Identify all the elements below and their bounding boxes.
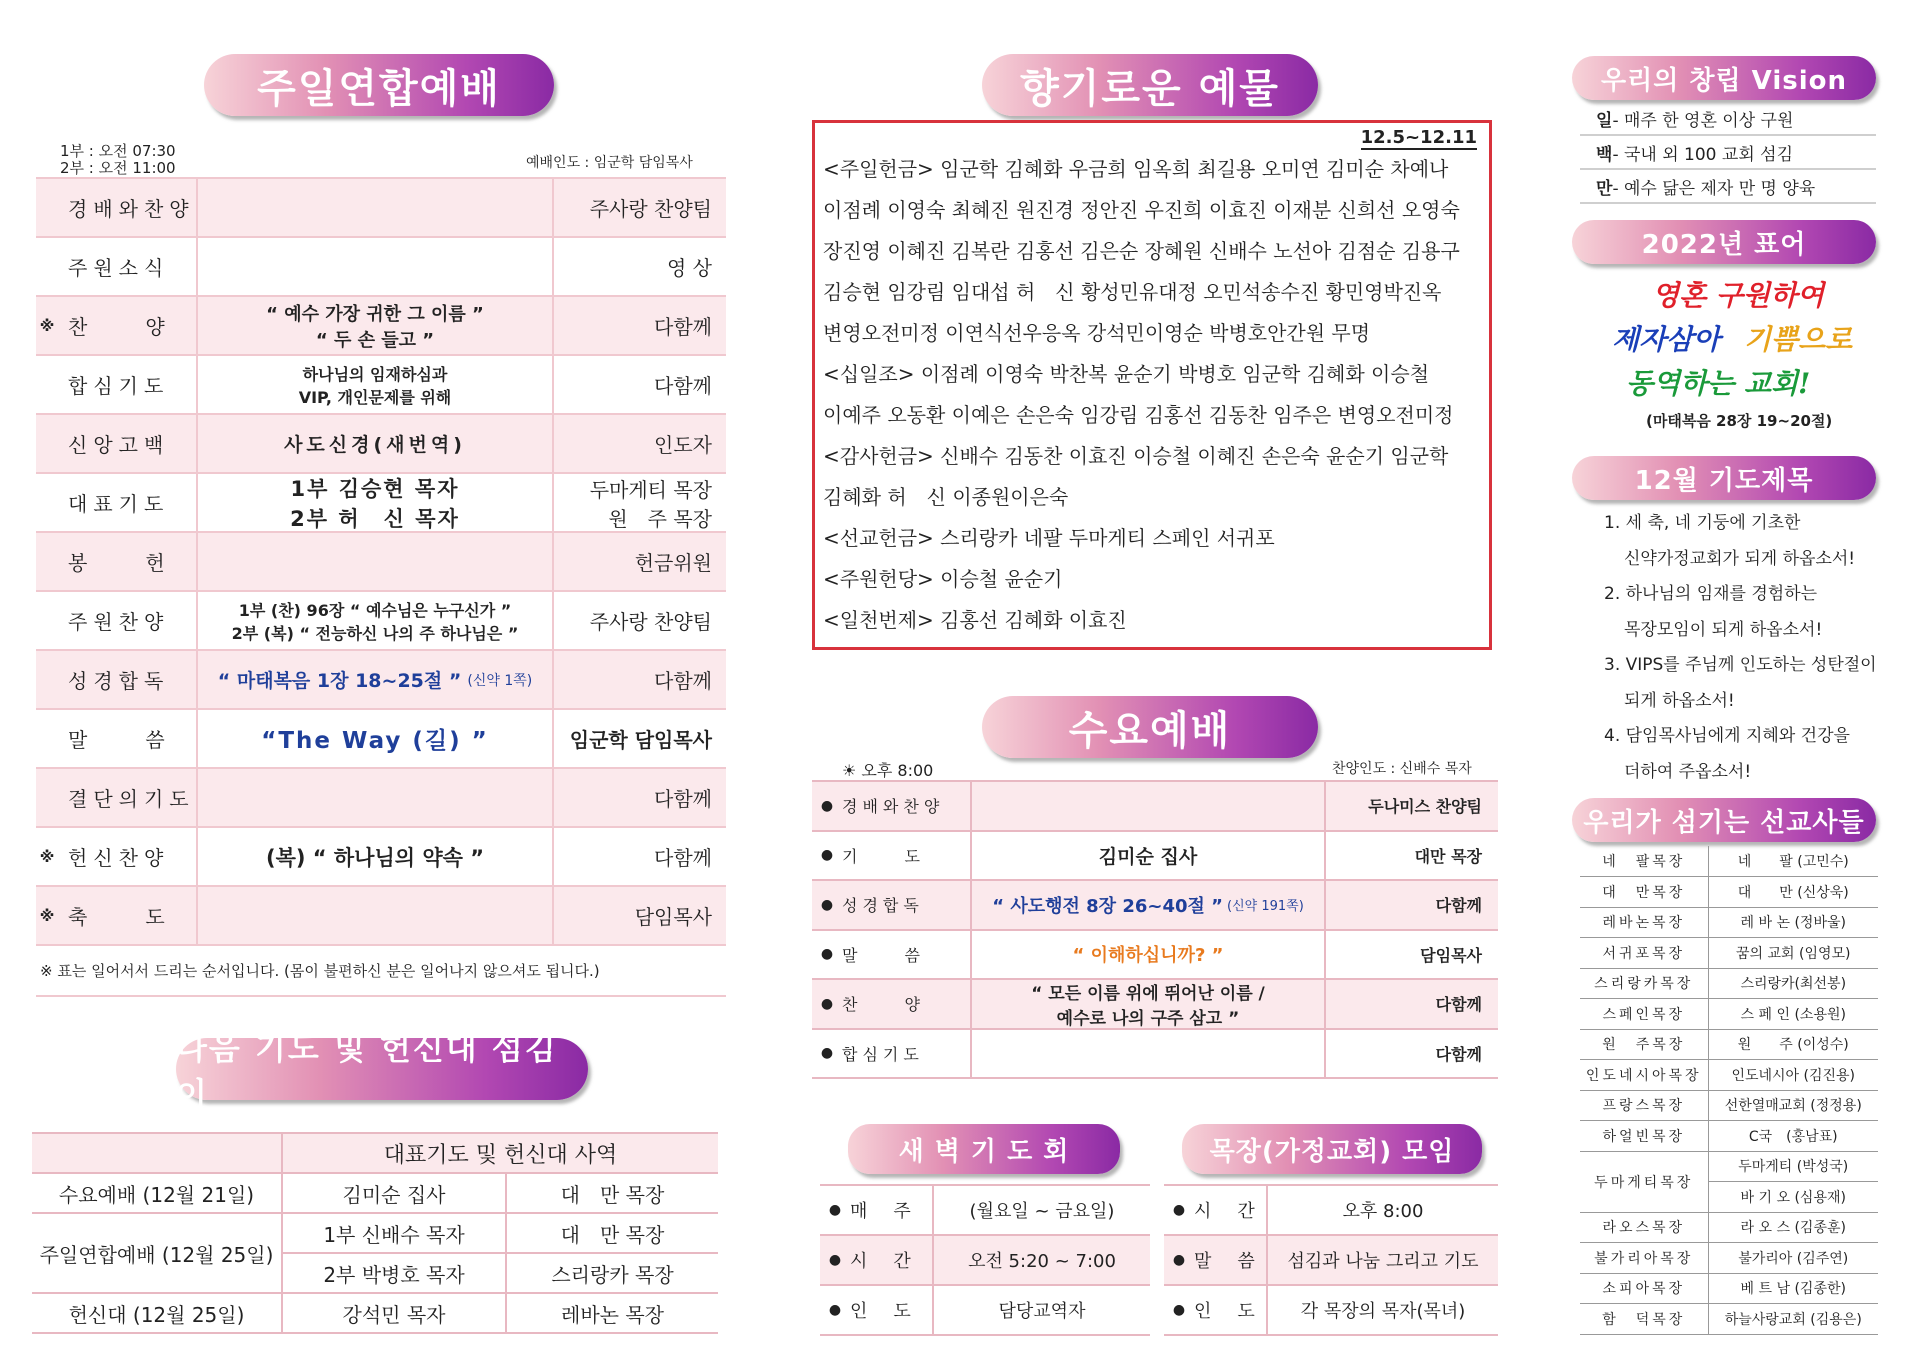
prayer-row-group: 대 만 목장	[506, 1213, 718, 1253]
cell-value: 각 목장의 목자(목녀)	[1300, 1301, 1466, 1322]
sunday-order-row	[36, 356, 726, 415]
order-detail-line: (신약 191쪽)	[1227, 899, 1304, 915]
missionary-group: 네 팔목장	[1580, 846, 1708, 877]
dawn-banner	[848, 1124, 1120, 1174]
order-name: 성경합독	[842, 881, 972, 929]
missionary-name: 원 주 (이성수)	[1708, 1029, 1878, 1060]
order-leader-line: 다함께	[654, 846, 712, 870]
missionary-group: 불가리아목장	[1580, 1243, 1708, 1274]
order-leader	[554, 651, 726, 708]
bullet-icon: ●	[828, 1252, 842, 1268]
prayer-row-name: 1부 신배수 목자	[282, 1213, 506, 1253]
sunday-order-row	[36, 533, 726, 592]
motto-line-2b: 기쁨으로	[1744, 323, 1853, 356]
standing-mark	[36, 238, 58, 295]
prayer-topic-line: 4. 담임목사님에게 지혜와 건강을	[1604, 726, 1850, 746]
order-detail	[198, 533, 554, 590]
standing-mark	[36, 415, 58, 472]
missionary-group: 함 덕목장	[1580, 1304, 1708, 1335]
order-name: 대표기도	[58, 474, 198, 531]
prayer-topic-line: 2. 하나님의 임재를 경험하는	[1604, 584, 1818, 604]
standing-mark	[36, 533, 58, 590]
next-prayer-title: 다음 기도 및 헌신대 섬김이	[176, 1029, 558, 1113]
order-detail	[198, 238, 554, 295]
order-name: 찬 양	[58, 297, 198, 354]
cell-value: 섬김과 나눔 그리고 기도	[1287, 1251, 1479, 1272]
vision-item	[1580, 136, 1876, 170]
bullet-icon: ●	[1172, 1252, 1186, 1268]
missionary-row	[1580, 877, 1878, 908]
offering-line: <선교헌금> 스리랑카 네팔 두마게티 스페인 서귀포	[823, 526, 1275, 550]
cell-value: 오후 8:00	[1342, 1201, 1424, 1222]
offering-line: 장진영 이혜진 김복란 김홍선 김은순 장혜원 신배수 노선아 김점순 김용구	[823, 239, 1460, 263]
order-leader: 담임목사	[1420, 945, 1482, 965]
missionary-name: 스리랑카(최선봉)	[1708, 968, 1878, 999]
order-detail	[972, 1030, 1326, 1078]
missionary-name: 바 기 오 (심용재)	[1708, 1182, 1878, 1213]
sunday-time-1: 1부 : 오전 07:30	[60, 142, 176, 160]
prayer-topic-line: 3. VIPS를 주님께 인도하는 성탄절이	[1604, 655, 1877, 675]
missionary-row	[1580, 1121, 1878, 1152]
order-detail	[198, 651, 554, 708]
prayer-topics-banner	[1572, 456, 1876, 500]
missionary-row	[1580, 1273, 1878, 1304]
missionary-name: 선한열매교회 (정정용)	[1708, 1090, 1878, 1121]
sunday-order-row	[36, 415, 726, 474]
missionary-name: 네 팔 (고민수)	[1708, 846, 1878, 877]
standing-mark	[36, 651, 58, 708]
order-leader-line: 다함께	[654, 315, 712, 339]
wednesday-title: 수요예배	[1068, 707, 1232, 754]
order-name: 합심기도	[842, 1030, 972, 1078]
sunday-order-row	[36, 592, 726, 651]
missionary-row	[1580, 968, 1878, 999]
order-detail-line: 김미순 집사	[1098, 845, 1198, 868]
missionary-row	[1580, 1304, 1878, 1335]
cell-banner	[1182, 1124, 1482, 1174]
order-leader-line: 헌금위원	[634, 551, 712, 575]
motto-line-2a: 제자삼아	[1612, 323, 1721, 356]
bullet-icon: ●	[820, 946, 834, 963]
offering-line: 김승현 임강림 임대섭 허 신 황성민유대정 오민석송수진 황민영박진옥	[823, 280, 1442, 304]
offering-title: 향기로운 예물	[1020, 65, 1280, 112]
order-leader: 다함께	[1435, 995, 1482, 1015]
order-detail	[198, 356, 554, 413]
bullet-icon: ●	[1172, 1302, 1186, 1318]
order-detail-line: “ 마태복음 1장 18~25절 ”	[217, 670, 462, 692]
order-leader	[554, 887, 726, 944]
prayer-row-group: 대 만 목장	[506, 1173, 718, 1213]
wednesday-leader: 찬양인도 : 신배수 목자	[1332, 761, 1472, 777]
sunday-order-table	[36, 177, 726, 946]
missionary-name: C국 (홍남표)	[1708, 1121, 1878, 1152]
prayer-row-label: 수요예배 (12월 21일)	[32, 1173, 282, 1213]
missionary-group: 하얼빈목장	[1580, 1121, 1708, 1152]
missionary-group: 인도네시아목장	[1580, 1060, 1708, 1091]
dawn-label: 시 간	[850, 1236, 934, 1284]
bullet-icon: ●	[820, 1045, 834, 1062]
order-detail-line: 1부 (찬) 96장 “ 예수님은 누구신가 ”	[238, 600, 512, 620]
missionary-row	[1580, 1212, 1878, 1243]
cell-label: 시 간	[1194, 1186, 1268, 1234]
order-leader-line: 임군학 담임목사	[569, 728, 712, 752]
order-name: 말 씀	[58, 710, 198, 767]
order-detail-line: “ 예수 가장 귀한 그 이름 ”	[266, 303, 484, 325]
dawn-label: 인 도	[850, 1286, 934, 1334]
missionary-group: 대 만목장	[1580, 877, 1708, 908]
sunday-banner	[204, 54, 554, 116]
order-leader: 두나미스 찬양팀	[1368, 797, 1482, 817]
dawn-value: 오전 5:20 ~ 7:00	[968, 1251, 1116, 1272]
missionary-row	[1580, 907, 1878, 938]
cell-row	[1164, 1236, 1498, 1286]
prayer-topics-title: 12월 기도제목	[1634, 465, 1814, 496]
vision-item-text: - 예수 닮은 제자 만 명 양육	[1612, 178, 1816, 199]
offering-line: 변영오전미정 이연식선우응옥 강석민이영순 박병호안간원 무명	[823, 321, 1371, 345]
order-leader	[554, 297, 726, 354]
missionary-name: 라 오 스 (김종훈)	[1708, 1212, 1878, 1243]
vision-banner	[1572, 56, 1876, 100]
order-leader: 대만 목장	[1414, 846, 1482, 866]
offering-line: 이점례 이영숙 최혜진 원진경 정안진 우진희 이효진 이재분 신희선 오영숙	[823, 198, 1460, 222]
order-detail	[972, 980, 1326, 1028]
order-detail	[198, 769, 554, 826]
order-leader	[554, 356, 726, 413]
order-detail	[198, 592, 554, 649]
order-detail	[198, 415, 554, 472]
standing-mark	[36, 592, 58, 649]
missionary-row	[1580, 1090, 1878, 1121]
order-detail	[972, 782, 1326, 830]
order-detail-line: 사도신경(새번역)	[284, 434, 466, 456]
order-name: 헌신찬양	[58, 828, 198, 885]
order-leader	[554, 474, 726, 531]
dawn-title: 새 벽 기 도 회	[898, 1136, 1070, 1167]
wednesday-banner	[982, 696, 1318, 758]
order-detail-line: 하나님의 임재하심과	[302, 364, 448, 384]
order-detail	[198, 710, 554, 767]
sunday-leader: 예배인도 : 임군학 담임목사	[526, 155, 693, 171]
prayer-topic-line: 목장모임이 되게 하옵소서!	[1624, 619, 1823, 640]
bullet-icon: ●	[820, 896, 834, 913]
missionary-group: 레바논목장	[1580, 907, 1708, 938]
order-detail-line: “The Way (길) ”	[261, 728, 489, 754]
order-detail-line: 2부 허 신 목자	[290, 506, 460, 531]
vision-item-text: - 국내 외 100 교회 섬김	[1612, 144, 1793, 165]
dawn-label: 매 주	[850, 1186, 934, 1234]
wednesday-order-row	[812, 980, 1498, 1030]
prayer-row-group: 레바논 목장	[506, 1293, 718, 1333]
standing-note: ※ 표는 일어서서 드리는 순서입니다. (몸이 불편하신 분은 일어나지 않으셔도 됩니다.)	[40, 962, 600, 980]
motto-line-3: 동역하는 교회!	[1626, 367, 1811, 400]
motto-title: 2022년 표어	[1641, 229, 1807, 260]
sunday-order-row	[36, 238, 726, 297]
missionary-row	[1580, 938, 1878, 969]
prayer-topic-line: 신약가정교회가 되게 하옵소서!	[1624, 548, 1856, 569]
cell-label: 말 씀	[1194, 1236, 1268, 1284]
dawn-table	[820, 1184, 1150, 1336]
dawn-value: (월요일 ~ 금요일)	[969, 1201, 1115, 1222]
order-name: 경배와찬양	[842, 782, 972, 830]
order-detail	[198, 828, 554, 885]
order-leader	[554, 179, 726, 236]
missionary-row	[1580, 1151, 1878, 1182]
vision-item	[1580, 102, 1876, 136]
order-detail-line: 2부 (복) “ 전능하신 나의 주 하나님은 ”	[231, 623, 519, 643]
order-detail	[198, 474, 554, 531]
order-detail-line: “ 모든 이름 위에 뛰어난 이름 /	[1031, 983, 1265, 1004]
missionary-name: 대 만 (신상욱)	[1708, 877, 1878, 908]
order-name: 신앙고백	[58, 415, 198, 472]
sunday-order-row	[36, 179, 726, 238]
next-prayer-banner	[176, 1029, 588, 1113]
order-detail	[972, 881, 1326, 929]
missionary-row	[1580, 1029, 1878, 1060]
order-leader-line: 다함께	[654, 669, 712, 693]
sunday-order-row	[36, 710, 726, 769]
vision-item-initial: 만	[1596, 178, 1613, 199]
missionary-group: 스페인목장	[1580, 999, 1708, 1030]
offering-banner	[982, 54, 1318, 116]
offering-line: 이예주 오동환 이예은 손은숙 임강림 김홍선 김동찬 임주은 변영오전미정	[823, 403, 1454, 427]
sunday-order-row	[36, 651, 726, 710]
prayer-row-name: 김미순 집사	[282, 1173, 506, 1213]
offering-line: 김혜화 허 신 이종원이은숙	[823, 485, 1069, 509]
order-leader-line: 두마게티 목장	[589, 477, 712, 502]
motto-line-1: 영혼 구원하여	[1652, 279, 1825, 312]
order-name: 성경합독	[58, 651, 198, 708]
order-detail-line: “ 두 손 들고 ”	[315, 329, 435, 351]
order-leader-line: 다함께	[654, 374, 712, 398]
order-detail-line: 예수로 나의 구주 삼고 ”	[1056, 1008, 1240, 1029]
next-prayer-header: 대표기도 및 헌신대 사역	[282, 1133, 718, 1173]
offering-line: <십일조> 이점례 이영숙 박찬복 윤순기 박병호 임군학 김혜화 이승철	[823, 362, 1430, 386]
cell-row	[1164, 1286, 1498, 1336]
dawn-row	[820, 1236, 1150, 1286]
sunday-order-row	[36, 297, 726, 356]
motto-reference: (마태복음 28장 19~20절)	[1646, 412, 1833, 430]
missionary-name: 인도네시아 (김진용)	[1708, 1060, 1878, 1091]
missionary-name: 두마게티 (박성국)	[1708, 1151, 1878, 1182]
cell-table	[1164, 1184, 1498, 1336]
offering-line: <주일헌금> 임군학 김혜화 우금희 임옥희 최길용 오미연 김미순 차예나	[823, 157, 1449, 181]
order-name: 주원소식	[58, 238, 198, 295]
missionary-name: 불가리아 (김주연)	[1708, 1243, 1878, 1274]
missionary-row	[1580, 999, 1878, 1030]
standing-mark	[36, 356, 58, 413]
sunday-time-2: 2부 : 오전 11:00	[60, 159, 176, 177]
offering-line: <일천번제> 김홍선 김혜화 이효진	[823, 608, 1127, 632]
missionary-row	[1580, 1060, 1878, 1091]
dawn-row	[820, 1186, 1150, 1236]
missionary-name: 꿈의 교회 (임영모)	[1708, 938, 1878, 969]
cell-title: 목장(가정교회) 모임	[1209, 1136, 1455, 1167]
prayer-row-label: 주일연합예배 (12월 25일)	[32, 1213, 282, 1293]
order-name: 합심기도	[58, 356, 198, 413]
order-leader-line: 영 상	[667, 256, 712, 280]
bullet-icon: ●	[828, 1202, 842, 1218]
wednesday-order-row	[812, 931, 1498, 981]
vision-item-initial: 일	[1596, 110, 1613, 131]
dawn-row	[820, 1286, 1150, 1336]
missionaries-banner	[1572, 798, 1876, 842]
missionary-group: 원 주목장	[1580, 1029, 1708, 1060]
order-leader	[554, 592, 726, 649]
order-name: 말 씀	[842, 931, 972, 979]
bullet-icon: ●	[1172, 1202, 1186, 1218]
standing-mark	[36, 179, 58, 236]
missionary-group: 소피아목장	[1580, 1273, 1708, 1304]
motto-banner	[1572, 220, 1876, 264]
wednesday-order-row	[812, 832, 1498, 882]
order-leader-line: 다함께	[654, 787, 712, 811]
wednesday-time: ☀ 오후 8:00	[842, 761, 934, 780]
order-detail	[972, 931, 1326, 979]
offering-period: 12.5~12.11	[1360, 127, 1477, 148]
note-divider	[36, 995, 726, 997]
order-detail	[198, 179, 554, 236]
missionary-group: 스리랑카목장	[1580, 968, 1708, 999]
missionary-group: 라오스목장	[1580, 1212, 1708, 1243]
standing-mark	[36, 769, 58, 826]
order-name: 축 도	[58, 887, 198, 944]
dawn-value: 담당교역자	[998, 1301, 1086, 1322]
order-detail-line: “ 사도행전 8장 26~40절 ”	[992, 895, 1223, 917]
vision-title: 우리의 창립 Vision	[1600, 65, 1848, 96]
wednesday-order-table	[812, 780, 1498, 1079]
missionaries-title: 우리가 섬기는 선교사들	[1583, 807, 1865, 838]
order-name: 경배와찬양	[58, 179, 198, 236]
order-leader-line: 주사랑 찬양팀	[589, 197, 712, 221]
sunday-order-row	[36, 887, 726, 946]
order-detail-line: VIP, 개인문제를 위해	[298, 387, 452, 407]
bullet-icon: ●	[828, 1302, 842, 1318]
sunday-order-row	[36, 828, 726, 887]
prayer-topic-line: 더하여 주옵소서!	[1624, 761, 1752, 782]
order-leader-line: 원 주 목장	[608, 506, 712, 531]
wednesday-order-row	[812, 881, 1498, 931]
vision-item	[1580, 170, 1876, 204]
order-name: 결단의기도	[58, 769, 198, 826]
order-leader-line: 주사랑 찬양팀	[589, 610, 712, 634]
missionary-group: 두마게티목장	[1580, 1151, 1708, 1212]
order-leader: 다함께	[1435, 1044, 1482, 1064]
order-detail-line: 1부 김승현 목자	[290, 476, 460, 501]
standing-mark	[36, 474, 58, 531]
bullet-icon: ●	[820, 797, 834, 814]
order-name: 주원찬양	[58, 592, 198, 649]
sunday-order-row	[36, 769, 726, 828]
order-detail-line: (신약 1쪽)	[467, 672, 533, 689]
standing-mark	[36, 710, 58, 767]
order-leader	[554, 533, 726, 590]
missionary-group: 서귀포목장	[1580, 938, 1708, 969]
vision-item-initial: 백	[1596, 144, 1613, 165]
order-leader-line: 인도자	[654, 433, 712, 457]
order-name: 봉 헌	[58, 533, 198, 590]
missionary-name: 베 트 남 (김종한)	[1708, 1273, 1878, 1304]
prayer-topic-line: 1. 세 축, 네 기둥에 기초한	[1604, 513, 1801, 533]
order-detail-line: (복) “ 하나님의 약속 ”	[265, 845, 485, 870]
order-leader	[554, 415, 726, 472]
offering-line: <주원헌당> 이승철 윤순기	[823, 567, 1063, 591]
missionary-row	[1580, 846, 1878, 877]
prayer-topic-line: 되게 하옵소서!	[1624, 690, 1735, 711]
bullet-icon: ●	[820, 847, 834, 864]
standing-mark: ※	[39, 906, 55, 925]
missionary-group: 프랑스목장	[1580, 1090, 1708, 1121]
order-name: 찬 양	[842, 980, 972, 1028]
order-name: 기 도	[842, 832, 972, 880]
prayer-row-name: 강석민 목자	[282, 1293, 506, 1333]
prayer-row-name: 2부 박병호 목자	[282, 1253, 506, 1293]
wednesday-order-row	[812, 1030, 1498, 1080]
sunday-order-row	[36, 474, 726, 533]
header-empty	[32, 1133, 282, 1173]
cell-label: 인 도	[1194, 1286, 1268, 1334]
order-leader	[554, 769, 726, 826]
bullet-icon: ●	[820, 995, 834, 1012]
sunday-title: 주일연합예배	[257, 65, 501, 112]
order-leader	[554, 828, 726, 885]
prayer-row-label: 헌신대 (12월 25일)	[32, 1293, 282, 1333]
missionary-name: 스 페 인 (소용원)	[1708, 999, 1878, 1030]
vision-item-text: - 매주 한 영혼 이상 구원	[1612, 110, 1794, 131]
order-detail	[198, 297, 554, 354]
missionary-row	[1580, 1243, 1878, 1274]
order-leader	[554, 710, 726, 767]
missionaries-table	[1580, 846, 1878, 1335]
wednesday-order-row	[812, 782, 1498, 832]
standing-mark: ※	[39, 847, 55, 866]
order-detail	[198, 887, 554, 944]
order-detail	[972, 832, 1326, 880]
prayer-row-group: 스리랑카 목장	[506, 1253, 718, 1293]
next-prayer-table	[32, 1132, 718, 1334]
offering-line: <감사헌금> 신배수 김동찬 이효진 이승철 이혜진 손은숙 윤순기 임군학	[823, 444, 1449, 468]
offering-box	[812, 120, 1492, 650]
order-leader	[554, 238, 726, 295]
order-detail-line: “ 이해하십니까? ”	[1072, 945, 1224, 967]
missionary-name: 하늘사랑교회 (김용은)	[1708, 1304, 1878, 1335]
order-leader: 다함께	[1435, 896, 1482, 916]
cell-row	[1164, 1186, 1498, 1236]
order-leader-line: 담임목사	[634, 905, 712, 929]
missionary-name: 레 바 논 (정바울)	[1708, 907, 1878, 938]
standing-mark: ※	[39, 316, 55, 335]
